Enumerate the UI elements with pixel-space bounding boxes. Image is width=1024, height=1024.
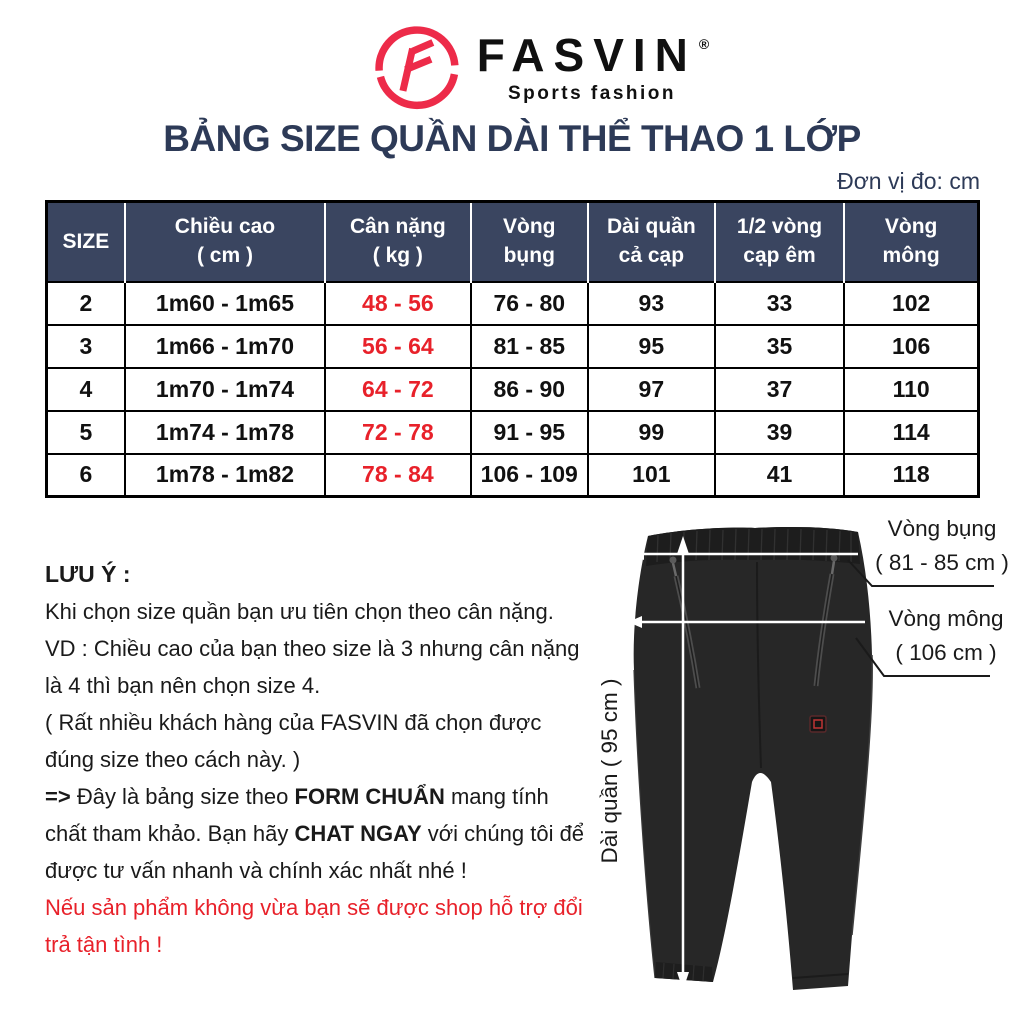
waist-callout-value: ( 81 - 85 cm ) [875,550,1009,575]
cell-size: 5 [47,411,125,454]
brand-logo [28,24,1024,112]
brand-tagline: Sports fashion [507,82,676,104]
cell-weight: 48 - 56 [325,282,470,325]
cell-height: 1m78 - 1m82 [125,454,325,497]
brand-patch [810,716,826,732]
cell-half-waist: 37 [715,368,845,411]
notes-heading: LƯU Ý : [45,561,131,587]
hip-callout-value: ( 106 cm ) [895,640,997,665]
page-title: BẢNG SIZE QUẦN DÀI THỂ THAO 1 LỚP [163,118,861,159]
cell-pant-length: 99 [588,411,715,454]
waist-callout-label: Vòng bụng [887,516,997,541]
header-height: Chiều cao ( cm ) [125,202,325,282]
cell-waist: 91 - 95 [471,411,588,454]
cell-hip: 102 [844,282,978,325]
table-row [47,411,979,454]
pants-figure [580,510,1020,1022]
table-row [47,325,979,368]
brand-name [476,28,710,81]
cell-half-waist: 35 [715,325,845,368]
size-table [45,200,980,498]
cell-weight: 56 - 64 [325,325,470,368]
advice-paragraph: => Đây là bảng size theo FORM CHUẨN mang tính chất tham khảo. Bạn hãy CHAT NGAY với chúng tôi để được tư vấn nhanh và chính xác nhất nhé ! [45,784,585,883]
form-chuan-text: FORM CHUẨN [294,784,445,809]
brand-name-text: FASVIN [476,28,697,81]
cell-waist: 76 - 80 [471,282,588,325]
pants-illustration [580,510,1020,1022]
cell-half-waist: 39 [715,411,845,454]
cell-pant-length: 101 [588,454,715,497]
length-callout-label: Dài quần ( 95 cm ) [597,678,622,864]
table-header-row [47,202,979,282]
cell-pant-length: 97 [588,368,715,411]
cell-height: 1m74 - 1m78 [125,411,325,454]
cell-height: 1m66 - 1m70 [125,325,325,368]
header-size: SIZE [47,202,125,282]
cell-hip: 110 [844,368,978,411]
fasvin-logo-icon [373,24,461,112]
arrow-text: => [45,784,71,809]
note-line: Khi chọn size quần bạn ưu tiên chọn theo cân nặng. [45,599,554,624]
cell-waist: 81 - 85 [471,325,588,368]
cell-hip: 106 [844,325,978,368]
cell-height: 1m60 - 1m65 [125,282,325,325]
cell-pant-length: 95 [588,325,715,368]
cell-weight: 78 - 84 [325,454,470,497]
cell-size: 2 [47,282,125,325]
cell-hip: 114 [844,411,978,454]
cell-size: 4 [47,368,125,411]
cell-size: 3 [47,325,125,368]
registered-mark: ® [698,35,710,52]
cell-weight: 72 - 78 [325,411,470,454]
header-weight: Cân nặng ( kg ) [325,202,470,282]
header-waist: Vòng bụng [471,202,588,282]
note-line: ( Rất nhiều khách hàng của FASVIN đã chọn được đúng size theo cách này. ) [45,710,542,772]
cell-half-waist: 41 [715,454,845,497]
cell-hip: 118 [844,454,978,497]
table-row [47,282,979,325]
cell-half-waist: 33 [715,282,845,325]
chat-ngay-text: CHAT NGAY [294,821,422,846]
table-row [47,368,979,411]
unit-note: Đơn vị đo: cm [837,168,980,194]
cell-size: 6 [47,454,125,497]
cell-waist: 86 - 90 [471,368,588,411]
hip-callout-label: Vòng mông [888,606,1004,631]
table-row [47,454,979,497]
header-pant-length: Dài quần cả cạp [588,202,715,282]
pants-body [634,527,873,990]
cell-height: 1m70 - 1m74 [125,368,325,411]
cell-waist: 106 - 109 [471,454,588,497]
header-half-waist: 1/2 vòng cạp êm [715,202,845,282]
exchange-warning: Nếu sản phẩm không vừa bạn sẽ được shop hỗ trợ đổi trả tận tình ! [45,895,583,957]
notes-section [45,556,593,963]
cell-weight: 64 - 72 [325,368,470,411]
header-hip: Vòng mông [844,202,978,282]
cell-pant-length: 93 [588,282,715,325]
note-line: VD : Chiều cao của bạn theo size là 3 nhưng cân nặng là 4 thì bạn nên chọn size 4. [45,636,580,698]
